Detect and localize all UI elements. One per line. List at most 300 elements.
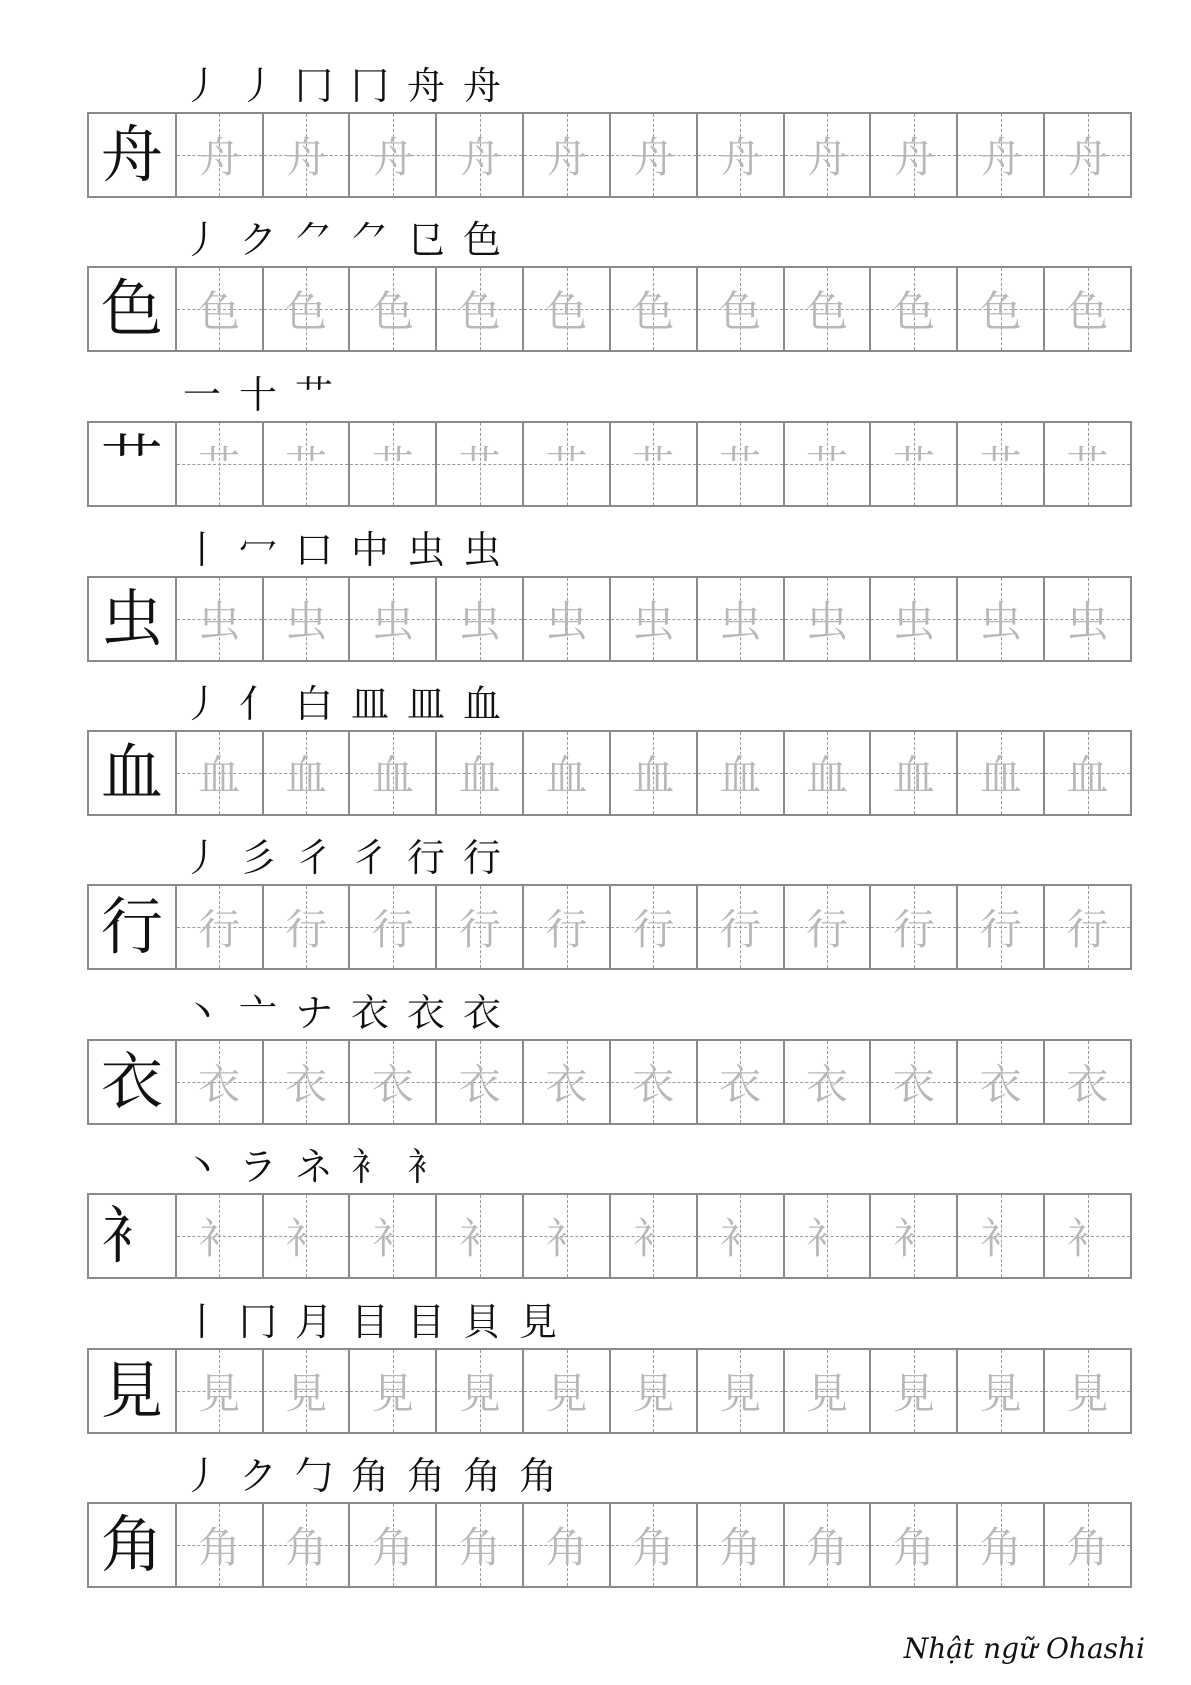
stroke-order-sequence <box>182 975 1082 1035</box>
tracing-cell[interactable] <box>348 1504 435 1586</box>
tracing-cell[interactable] <box>783 886 870 968</box>
trace-kanji: 色 <box>892 287 935 336</box>
kanji-practice-block <box>0 1129 1191 1284</box>
trace-kanji: 見 <box>458 1369 501 1418</box>
tracing-cell[interactable] <box>348 886 435 968</box>
stroke-step: 白 <box>294 682 333 726</box>
stroke-step: 冂 <box>238 1300 277 1344</box>
tracing-cell[interactable] <box>175 1350 262 1432</box>
stroke-step: 衤 <box>406 1145 445 1189</box>
tracing-cell[interactable] <box>696 1195 783 1277</box>
tracing-cell[interactable] <box>956 268 1043 350</box>
stroke-step: 角 <box>350 1454 389 1498</box>
stroke-step: 丿 <box>182 218 221 262</box>
tracing-cell[interactable] <box>175 578 262 660</box>
tracing-cell[interactable] <box>869 1504 956 1586</box>
model-kanji-cell <box>89 423 175 505</box>
trace-kanji: 虫 <box>632 597 675 646</box>
trace-kanji: 行 <box>892 905 935 954</box>
tracing-cell[interactable] <box>783 578 870 660</box>
tracing-cell[interactable] <box>869 578 956 660</box>
trace-kanji: 角 <box>892 1523 935 1572</box>
practice-grid-row <box>87 1193 1132 1279</box>
tracing-cell[interactable] <box>783 268 870 350</box>
trace-kanji: 艹 <box>545 442 588 491</box>
trace-kanji: 色 <box>285 287 328 336</box>
tracing-cell[interactable] <box>435 268 522 350</box>
trace-kanji: 色 <box>719 287 762 336</box>
trace-kanji: 衤 <box>545 1214 588 1263</box>
trace-kanji: 衣 <box>458 1060 501 1109</box>
tracing-cell[interactable] <box>696 268 783 350</box>
model-kanji-cell <box>89 578 175 660</box>
stroke-step: 月 <box>294 1300 333 1344</box>
trace-kanji: 血 <box>198 751 241 800</box>
stroke-step: 冂 <box>350 64 389 108</box>
trace-kanji: 衤 <box>1066 1214 1109 1263</box>
model-kanji-cell <box>89 1041 175 1123</box>
tracing-cell[interactable] <box>956 1195 1043 1277</box>
tracing-cell[interactable] <box>783 423 870 505</box>
tracing-cell[interactable] <box>1043 578 1130 660</box>
trace-kanji: 舟 <box>806 133 849 182</box>
trace-kanji: 色 <box>632 287 675 336</box>
tracing-cell[interactable] <box>956 423 1043 505</box>
trace-kanji: 色 <box>1066 287 1109 336</box>
trace-kanji: 艹 <box>285 442 328 491</box>
trace-kanji: 角 <box>545 1523 588 1572</box>
stroke-order-sequence <box>182 202 1082 262</box>
trace-kanji: 血 <box>371 751 414 800</box>
tracing-cell[interactable] <box>869 423 956 505</box>
trace-kanji: 艹 <box>719 442 762 491</box>
stroke-step: 行 <box>462 836 501 880</box>
tracing-cell[interactable] <box>696 1504 783 1586</box>
stroke-step: ナ <box>294 991 333 1035</box>
trace-kanji: 舟 <box>979 133 1022 182</box>
trace-kanji: 舟 <box>719 133 762 182</box>
stroke-step: 艹 <box>294 373 333 417</box>
tracing-cell[interactable] <box>348 578 435 660</box>
tracing-cell[interactable] <box>522 1504 609 1586</box>
tracing-cell[interactable] <box>262 1195 349 1277</box>
tracing-cell[interactable] <box>175 423 262 505</box>
stroke-step: 皿 <box>406 682 445 726</box>
trace-kanji: 衣 <box>632 1060 675 1109</box>
practice-grid-row <box>87 421 1132 507</box>
tracing-cell[interactable] <box>262 114 349 196</box>
tracing-cell[interactable] <box>956 1350 1043 1432</box>
stroke-step: ラ <box>238 1145 277 1189</box>
trace-kanji: 色 <box>198 287 241 336</box>
trace-kanji: 見 <box>1066 1369 1109 1418</box>
model-kanji: 血 <box>100 736 163 809</box>
practice-grid-row <box>87 576 1132 662</box>
stroke-step: 虫 <box>462 528 501 572</box>
stroke-step: 衣 <box>462 991 501 1035</box>
tracing-cell[interactable] <box>956 886 1043 968</box>
trace-kanji: 角 <box>806 1523 849 1572</box>
stroke-step: 角 <box>406 1454 445 1498</box>
tracing-cell[interactable] <box>869 732 956 814</box>
tracing-cell[interactable] <box>435 578 522 660</box>
practice-grid-row <box>87 1502 1132 1588</box>
stroke-step: 行 <box>406 836 445 880</box>
tracing-cell[interactable] <box>435 1041 522 1123</box>
tracing-cell[interactable] <box>522 1041 609 1123</box>
tracing-cell[interactable] <box>869 1041 956 1123</box>
tracing-cell[interactable] <box>1043 732 1130 814</box>
tracing-cell[interactable] <box>783 1041 870 1123</box>
tracing-cell[interactable] <box>522 268 609 350</box>
trace-kanji: 衣 <box>371 1060 414 1109</box>
model-kanji: 色 <box>100 272 163 345</box>
trace-kanji: 見 <box>892 1369 935 1418</box>
model-kanji-cell <box>89 732 175 814</box>
tracing-cell[interactable] <box>956 1504 1043 1586</box>
tracing-cell[interactable] <box>783 114 870 196</box>
stroke-step: 丨 <box>182 528 221 572</box>
stroke-step: 目 <box>350 1300 389 1344</box>
trace-kanji: 衤 <box>371 1214 414 1263</box>
trace-kanji: 血 <box>719 751 762 800</box>
model-kanji: 虫 <box>100 582 163 655</box>
tracing-cell[interactable] <box>1043 1350 1130 1432</box>
trace-kanji: 虫 <box>806 597 849 646</box>
trace-kanji: 虫 <box>285 597 328 646</box>
trace-kanji: 見 <box>979 1369 1022 1418</box>
tracing-cell[interactable] <box>262 1504 349 1586</box>
kanji-practice-block <box>0 357 1191 512</box>
tracing-cell[interactable] <box>262 268 349 350</box>
tracing-cell[interactable] <box>522 1350 609 1432</box>
trace-kanji: 艹 <box>632 442 675 491</box>
model-kanji: 衤 <box>100 1199 163 1272</box>
tracing-cell[interactable] <box>1043 886 1130 968</box>
tracing-cell[interactable] <box>609 114 696 196</box>
tracing-cell[interactable] <box>262 423 349 505</box>
trace-kanji: 舟 <box>892 133 935 182</box>
stroke-step: 角 <box>462 1454 501 1498</box>
stroke-step: 口 <box>294 528 333 572</box>
stroke-step: 虫 <box>406 528 445 572</box>
tracing-cell[interactable] <box>869 1350 956 1432</box>
stroke-step: 血 <box>462 682 501 726</box>
tracing-cell[interactable] <box>696 1350 783 1432</box>
tracing-cell[interactable] <box>262 578 349 660</box>
trace-kanji: 角 <box>285 1523 328 1572</box>
stroke-order-sequence <box>182 666 1082 726</box>
trace-kanji: 艹 <box>892 442 935 491</box>
stroke-order-sequence <box>182 1284 1082 1344</box>
tracing-cell[interactable] <box>956 732 1043 814</box>
stroke-step: 丶 <box>182 1145 221 1189</box>
tracing-cell[interactable] <box>175 268 262 350</box>
stroke-step: ク <box>238 218 277 262</box>
tracing-cell[interactable] <box>869 1195 956 1277</box>
trace-kanji: 衣 <box>892 1060 935 1109</box>
stroke-step: 丿 <box>182 1454 221 1498</box>
tracing-cell[interactable] <box>696 1041 783 1123</box>
trace-kanji: 衣 <box>979 1060 1022 1109</box>
stroke-step: 冂 <box>294 64 333 108</box>
trace-kanji: 艹 <box>458 442 501 491</box>
tracing-cell[interactable] <box>348 1350 435 1432</box>
trace-kanji: 色 <box>371 287 414 336</box>
tracing-cell[interactable] <box>262 1041 349 1123</box>
tracing-cell[interactable] <box>609 1041 696 1123</box>
stroke-order-sequence <box>182 48 1082 108</box>
trace-kanji: 見 <box>545 1369 588 1418</box>
trace-kanji: 衣 <box>198 1060 241 1109</box>
stroke-step: 衣 <box>350 991 389 1035</box>
tracing-cell[interactable] <box>435 886 522 968</box>
trace-kanji: 艹 <box>979 442 1022 491</box>
trace-kanji: 見 <box>371 1369 414 1418</box>
tracing-cell[interactable] <box>696 114 783 196</box>
trace-kanji: 衣 <box>1066 1060 1109 1109</box>
trace-kanji: 角 <box>458 1523 501 1572</box>
tracing-cell[interactable] <box>348 732 435 814</box>
trace-kanji: 血 <box>632 751 675 800</box>
stroke-step: 亻 <box>238 682 277 726</box>
stroke-step: 丿 <box>238 64 277 108</box>
tracing-cell[interactable] <box>348 1041 435 1123</box>
stroke-step: 見 <box>518 1300 557 1344</box>
tracing-cell[interactable] <box>956 114 1043 196</box>
practice-grid-row <box>87 1039 1132 1125</box>
tracing-cell[interactable] <box>435 1350 522 1432</box>
model-kanji: 艹 <box>100 427 163 500</box>
trace-kanji: 虫 <box>892 597 935 646</box>
tracing-cell[interactable] <box>262 732 349 814</box>
tracing-cell[interactable] <box>609 578 696 660</box>
trace-kanji: 角 <box>632 1523 675 1572</box>
tracing-cell[interactable] <box>522 578 609 660</box>
stroke-step: 丶 <box>182 991 221 1035</box>
tracing-cell[interactable] <box>435 423 522 505</box>
tracing-cell[interactable] <box>609 1350 696 1432</box>
trace-kanji: 艹 <box>198 442 241 491</box>
trace-kanji: 色 <box>545 287 588 336</box>
tracing-cell[interactable] <box>175 1504 262 1586</box>
tracing-cell[interactable] <box>1043 423 1130 505</box>
practice-grid-row <box>87 266 1132 352</box>
brand-signature: Nhật ngữ Ohashi <box>903 1632 1145 1665</box>
tracing-cell[interactable] <box>262 1350 349 1432</box>
stroke-step: 丨 <box>182 1300 221 1344</box>
trace-kanji: 艹 <box>806 442 849 491</box>
trace-kanji: 衤 <box>979 1214 1022 1263</box>
stroke-step: 亠 <box>238 991 277 1035</box>
stroke-step: 彳 <box>350 836 389 880</box>
tracing-cell[interactable] <box>783 1195 870 1277</box>
trace-kanji: 虫 <box>979 597 1022 646</box>
trace-kanji: 舟 <box>458 133 501 182</box>
stroke-step: 冖 <box>238 528 277 572</box>
model-kanji: 角 <box>100 1508 163 1581</box>
trace-kanji: 衤 <box>632 1214 675 1263</box>
kanji-practice-block <box>0 1438 1191 1593</box>
trace-kanji: 色 <box>979 287 1022 336</box>
trace-kanji: 見 <box>806 1369 849 1418</box>
trace-kanji: 衤 <box>458 1214 501 1263</box>
trace-kanji: 血 <box>806 751 849 800</box>
trace-kanji: 行 <box>198 905 241 954</box>
tracing-cell[interactable] <box>522 114 609 196</box>
trace-kanji: 衤 <box>806 1214 849 1263</box>
stroke-step: 舟 <box>406 64 445 108</box>
trace-kanji: 見 <box>285 1369 328 1418</box>
trace-kanji: 血 <box>458 751 501 800</box>
kanji-practice-block <box>0 48 1191 203</box>
trace-kanji: 行 <box>719 905 762 954</box>
tracing-cell[interactable] <box>696 732 783 814</box>
tracing-cell[interactable] <box>609 423 696 505</box>
tracing-cell[interactable] <box>869 886 956 968</box>
trace-kanji: 衣 <box>545 1060 588 1109</box>
tracing-cell[interactable] <box>348 423 435 505</box>
tracing-cell[interactable] <box>522 732 609 814</box>
trace-kanji: 角 <box>1066 1523 1109 1572</box>
tracing-cell[interactable] <box>696 423 783 505</box>
trace-kanji: 舟 <box>371 133 414 182</box>
tracing-cell[interactable] <box>1043 114 1130 196</box>
tracing-cell[interactable] <box>956 578 1043 660</box>
trace-kanji: 行 <box>458 905 501 954</box>
stroke-step: 貝 <box>462 1300 501 1344</box>
tracing-cell[interactable] <box>1043 1041 1130 1123</box>
tracing-cell[interactable] <box>1043 1504 1130 1586</box>
trace-kanji: 行 <box>371 905 414 954</box>
trace-kanji: 角 <box>979 1523 1022 1572</box>
tracing-cell[interactable] <box>609 732 696 814</box>
tracing-cell[interactable] <box>783 732 870 814</box>
trace-kanji: 行 <box>1066 905 1109 954</box>
tracing-cell[interactable] <box>609 268 696 350</box>
stroke-step: ⺈ <box>294 218 333 262</box>
stroke-step: 㔾 <box>406 218 445 262</box>
tracing-cell[interactable] <box>435 1504 522 1586</box>
trace-kanji: 見 <box>719 1369 762 1418</box>
trace-kanji: 角 <box>719 1523 762 1572</box>
trace-kanji: 艹 <box>1066 442 1109 491</box>
trace-kanji: 衣 <box>285 1060 328 1109</box>
trace-kanji: 血 <box>892 751 935 800</box>
tracing-cell[interactable] <box>435 1195 522 1277</box>
model-kanji-cell <box>89 886 175 968</box>
tracing-cell[interactable] <box>522 886 609 968</box>
kanji-practice-block <box>0 820 1191 975</box>
kanji-practice-block <box>0 202 1191 357</box>
tracing-cell[interactable] <box>1043 1195 1130 1277</box>
stroke-step: 一 <box>182 373 221 417</box>
tracing-cell[interactable] <box>522 423 609 505</box>
tracing-cell[interactable] <box>175 114 262 196</box>
model-kanji-cell <box>89 1504 175 1586</box>
trace-kanji: 血 <box>979 751 1022 800</box>
stroke-step: 目 <box>406 1300 445 1344</box>
trace-kanji: 衤 <box>285 1214 328 1263</box>
stroke-step: 彳 <box>294 836 333 880</box>
tracing-cell[interactable] <box>609 1195 696 1277</box>
trace-kanji: 見 <box>198 1369 241 1418</box>
tracing-cell[interactable] <box>696 886 783 968</box>
trace-kanji: 衤 <box>892 1214 935 1263</box>
trace-kanji: 虫 <box>545 597 588 646</box>
stroke-step: ク <box>238 1454 277 1498</box>
trace-kanji: 虫 <box>1066 597 1109 646</box>
tracing-cell[interactable] <box>609 1504 696 1586</box>
stroke-step: ⺈ <box>350 218 389 262</box>
stroke-step: 勹 <box>294 1454 333 1498</box>
tracing-cell[interactable] <box>522 1195 609 1277</box>
tracing-cell[interactable] <box>175 1195 262 1277</box>
trace-kanji: 見 <box>632 1369 675 1418</box>
stroke-step: 衣 <box>406 991 445 1035</box>
stroke-order-sequence <box>182 1129 1082 1189</box>
trace-kanji: 角 <box>198 1523 241 1572</box>
model-kanji: 見 <box>100 1354 163 1427</box>
trace-kanji: 色 <box>806 287 849 336</box>
stroke-order-sequence <box>182 357 1082 417</box>
tracing-cell[interactable] <box>175 886 262 968</box>
tracing-cell[interactable] <box>262 886 349 968</box>
tracing-cell[interactable] <box>869 114 956 196</box>
tracing-cell[interactable] <box>348 1195 435 1277</box>
stroke-step: 舟 <box>462 64 501 108</box>
tracing-cell[interactable] <box>783 1504 870 1586</box>
trace-kanji: 舟 <box>285 133 328 182</box>
tracing-cell[interactable] <box>869 268 956 350</box>
stroke-step: 丿 <box>182 682 221 726</box>
tracing-cell[interactable] <box>609 886 696 968</box>
tracing-cell[interactable] <box>348 114 435 196</box>
trace-kanji: 舟 <box>545 133 588 182</box>
tracing-cell[interactable] <box>348 268 435 350</box>
practice-grid-row <box>87 884 1132 970</box>
stroke-order-sequence <box>182 820 1082 880</box>
tracing-cell[interactable] <box>175 732 262 814</box>
trace-kanji: 行 <box>632 905 675 954</box>
tracing-cell[interactable] <box>1043 268 1130 350</box>
trace-kanji: 舟 <box>1066 133 1109 182</box>
trace-kanji: 舟 <box>198 133 241 182</box>
tracing-cell[interactable] <box>435 114 522 196</box>
trace-kanji: 艹 <box>371 442 414 491</box>
trace-kanji: 角 <box>371 1523 414 1572</box>
kanji-practice-block <box>0 1284 1191 1439</box>
practice-grid-row <box>87 112 1132 198</box>
stroke-order-sequence <box>182 1438 1082 1498</box>
trace-kanji: 行 <box>545 905 588 954</box>
stroke-step: 十 <box>238 373 277 417</box>
stroke-step: 角 <box>518 1454 557 1498</box>
trace-kanji: 虫 <box>198 597 241 646</box>
tracing-cell[interactable] <box>435 732 522 814</box>
stroke-step: 丿 <box>182 64 221 108</box>
tracing-cell[interactable] <box>783 1350 870 1432</box>
trace-kanji: 色 <box>458 287 501 336</box>
tracing-cell[interactable] <box>956 1041 1043 1123</box>
trace-kanji: 衤 <box>198 1214 241 1263</box>
trace-kanji: 血 <box>285 751 328 800</box>
trace-kanji: 衣 <box>806 1060 849 1109</box>
tracing-cell[interactable] <box>175 1041 262 1123</box>
tracing-cell[interactable] <box>696 578 783 660</box>
trace-kanji: 舟 <box>632 133 675 182</box>
stroke-step: 彡 <box>238 836 277 880</box>
